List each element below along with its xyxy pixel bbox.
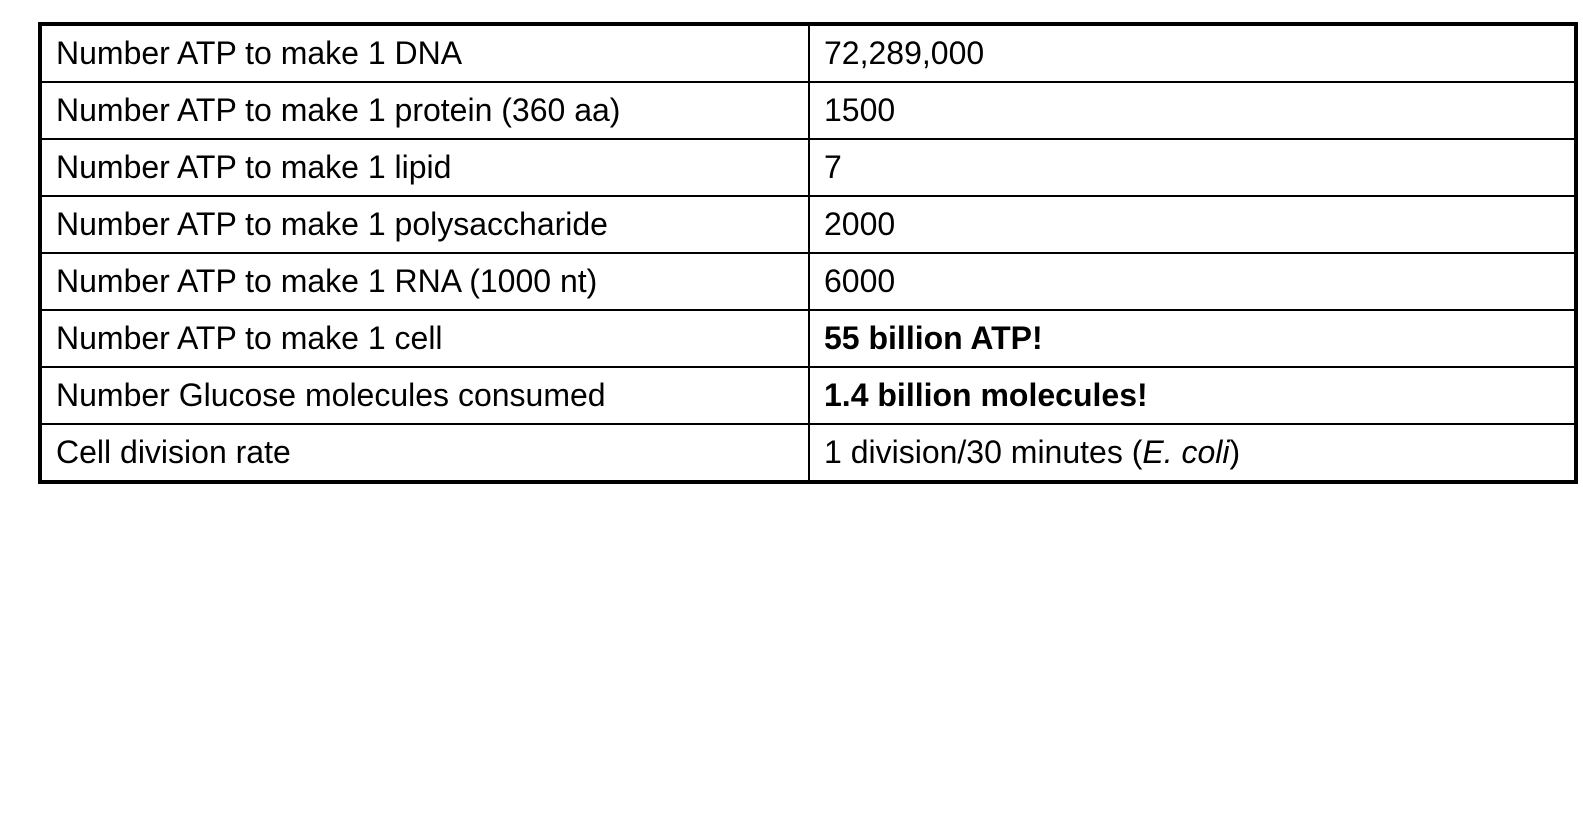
- row-value: 6000: [809, 253, 1576, 310]
- row-value-highlight: 1.4 billion molecules!: [809, 367, 1576, 424]
- table-row: [40, 139, 1576, 196]
- value-suffix: ): [1229, 434, 1241, 471]
- row-value: 1500: [809, 82, 1576, 139]
- table-row: [40, 196, 1576, 253]
- row-value: 2000: [809, 196, 1576, 253]
- row-label: Cell division rate: [40, 424, 809, 482]
- row-label: Number ATP to make 1 cell: [40, 310, 809, 367]
- table-row: [40, 82, 1576, 139]
- row-label: Number ATP to make 1 RNA (1000 nt): [40, 253, 809, 310]
- row-label: Number ATP to make 1 protein (360 aa): [40, 82, 809, 139]
- table-row: [40, 253, 1576, 310]
- row-value-highlight: 55 billion ATP!: [809, 310, 1576, 367]
- row-label: Number ATP to make 1 polysaccharide: [40, 196, 809, 253]
- value-species-name: E. coli: [1142, 434, 1230, 471]
- row-label: Number ATP to make 1 lipid: [40, 139, 809, 196]
- row-value: 72,289,000: [809, 24, 1576, 82]
- table-row: [40, 367, 1576, 424]
- row-value: 7: [809, 139, 1576, 196]
- atp-table-container: [38, 22, 1516, 484]
- value-prefix: 1 division/30 minutes (: [824, 434, 1143, 471]
- table-row: [40, 24, 1576, 82]
- atp-energy-table: [38, 22, 1578, 484]
- row-label: Number ATP to make 1 DNA: [40, 24, 809, 82]
- row-label: Number Glucose molecules consumed: [40, 367, 809, 424]
- table-row: [40, 310, 1576, 367]
- table-row: [40, 424, 1576, 482]
- row-value: [809, 424, 1576, 482]
